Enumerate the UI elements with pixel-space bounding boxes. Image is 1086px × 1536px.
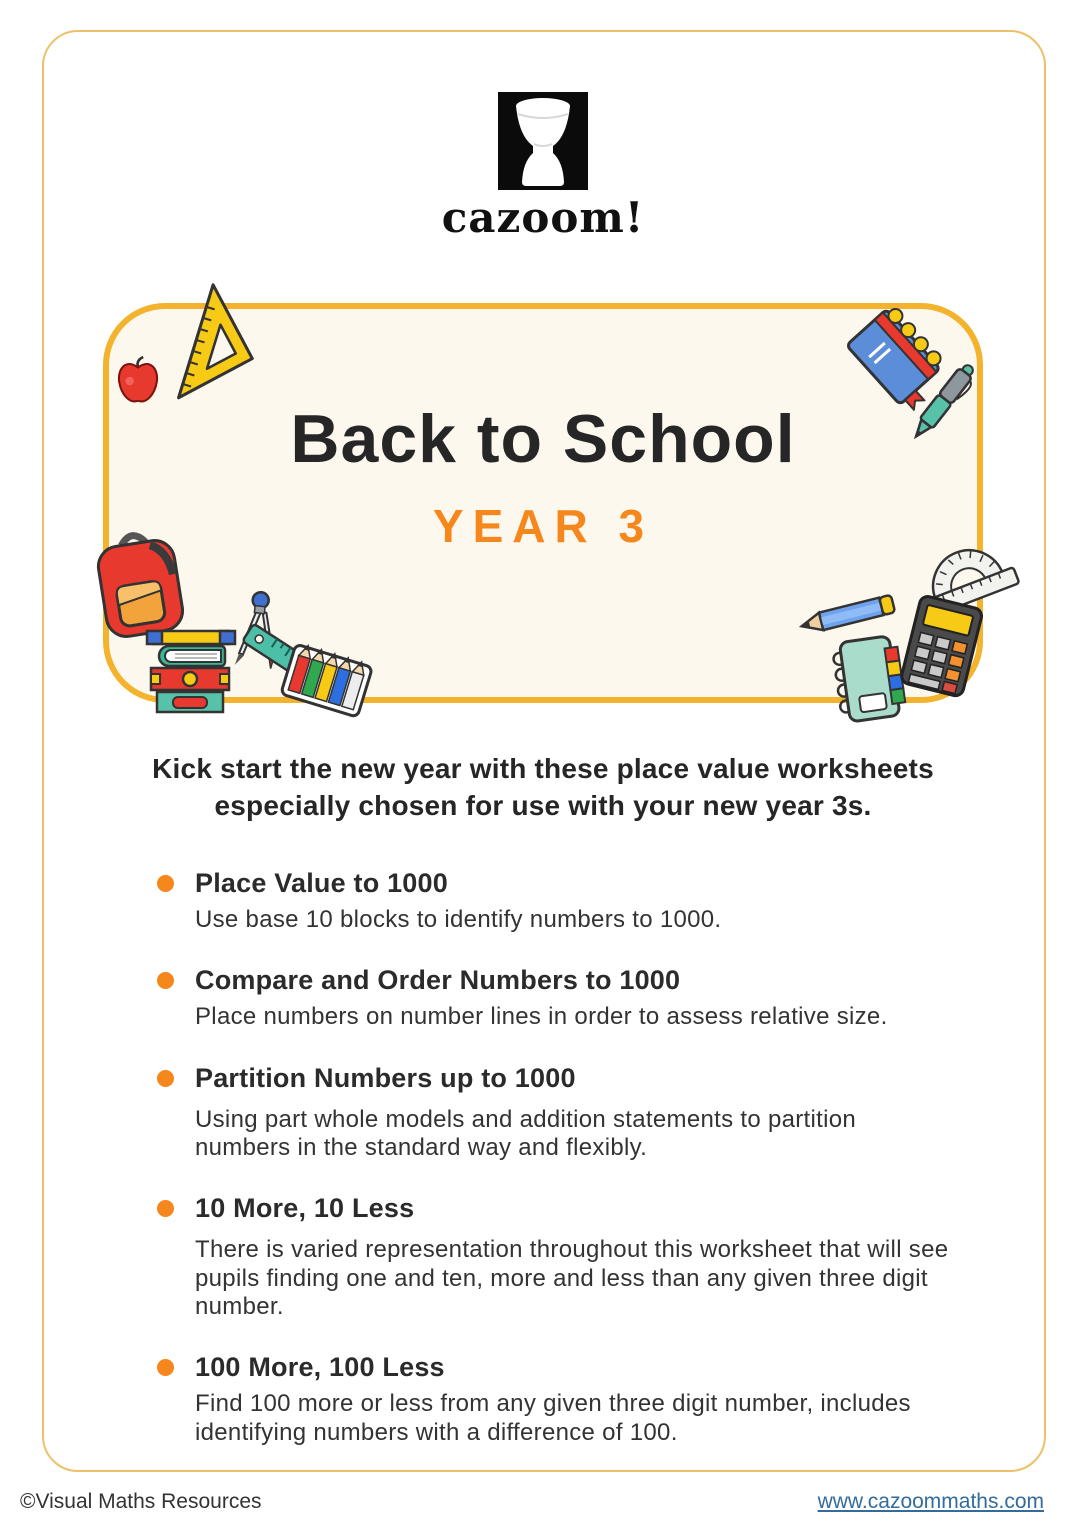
worksheet-title: 10 More, 10 Less <box>195 1193 415 1224</box>
worksheet-title: Place Value to 1000 <box>195 868 448 898</box>
pencil-box-icon <box>276 632 380 727</box>
compass-icon <box>224 586 289 684</box>
footer <box>20 1490 1044 1514</box>
bullet-icon <box>157 875 174 892</box>
list-item <box>195 965 965 1031</box>
logo-wordmark: cazoom! <box>441 193 645 242</box>
page-title: Back to School <box>290 401 796 477</box>
calculator-icon <box>894 590 989 707</box>
worksheet-description: Use base 10 blocks to identify numbers to 1000. <box>195 906 722 933</box>
bullet-icon <box>157 1070 174 1087</box>
list-item <box>195 868 965 934</box>
spiral-notebook-icon <box>825 630 913 733</box>
worksheet-description: There is varied representation throughout this worksheet that will see pupils finding one and ten, more and less than any given three digit number. <box>195 1236 949 1320</box>
year-badge: YEAR 3 <box>432 500 654 552</box>
worksheet-title: Compare and Order Numbers to 1000 <box>195 965 681 996</box>
intro-line-1: Kick start the new year with these place value worksheets <box>152 753 934 784</box>
worksheet-description: Place numbers on number lines in order to assess relative size. <box>195 1003 888 1031</box>
djembe-drum-icon <box>498 92 588 195</box>
back-to-school-banner <box>103 303 983 703</box>
list-item <box>195 1193 965 1321</box>
worksheet-description: Find 100 more or less from any given three digit number, includes identifying numbers with a difference of 100. <box>195 1390 911 1446</box>
worksheet-list <box>195 868 965 1478</box>
pencil-icon <box>794 589 899 645</box>
worksheet-title: 100 More, 100 Less <box>195 1352 445 1383</box>
worksheet-description: Using part whole models and addition statements to partition numbers in the standard way and flexibly. <box>195 1105 857 1161</box>
list-item <box>195 1063 965 1163</box>
ruler-icon <box>236 621 354 712</box>
worksheet-title: Partition Numbers up to 1000 <box>195 1062 576 1093</box>
footer-copyright: ©Visual Maths Resources <box>20 1490 262 1513</box>
bullet-icon <box>157 1200 174 1217</box>
bullet-icon <box>157 972 174 989</box>
bullet-icon <box>157 1359 174 1376</box>
intro-line-2: especially chosen for use with your new year 3s. <box>214 790 872 822</box>
list-item <box>195 1352 965 1447</box>
footer-website-link[interactable]: www.cazoommaths.com <box>817 1490 1044 1513</box>
intro-text <box>0 750 1086 824</box>
book-stack-icon <box>143 629 243 722</box>
cazoom-logo <box>0 92 1086 242</box>
